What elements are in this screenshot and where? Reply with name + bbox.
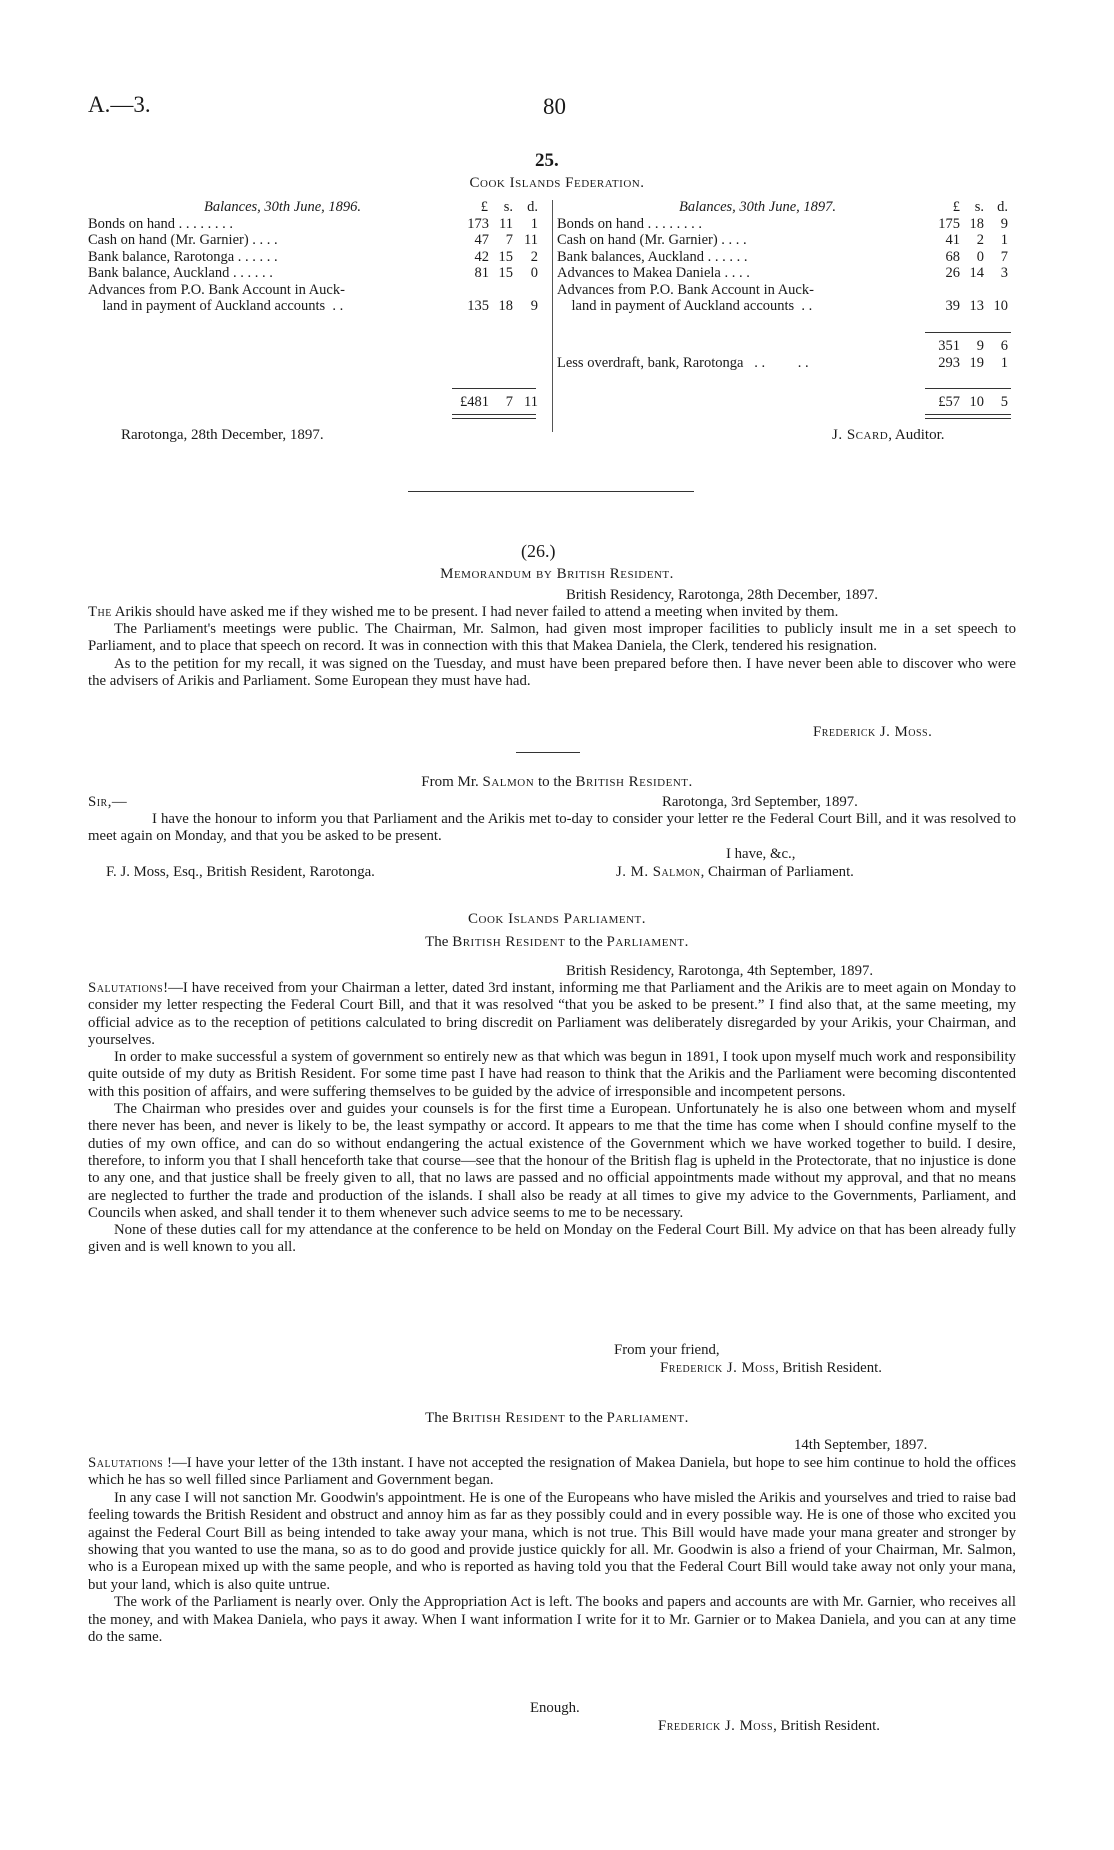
- account-heading: Balances, 30th June, 1897.: [679, 199, 837, 215]
- account-row: Bank balance, Rarotonga . . . . . . 42 15 2: [88, 248, 538, 265]
- balance-account-1896: [88, 199, 546, 315]
- signer: Frederick J. Moss, British Resident.: [658, 1718, 880, 1734]
- section-title: Cook Islands Federation.: [469, 175, 645, 191]
- paragraph: The Arikis should have asked me if they wished me to be present. I had never failed to attend a meeting when invited by them.: [88, 604, 839, 620]
- col-pounds: £: [480, 199, 488, 215]
- place-date: Rarotonga, 28th December, 1897.: [121, 427, 324, 443]
- account-row: Bank balance, Auckland . . . . . . 81 15 0: [88, 265, 538, 281]
- letter-title: The British Resident to the Parliament.: [425, 934, 689, 950]
- paragraph: In any case I will not sanction Mr. Goodwin's appointment. He is one of the Europeans who have misled the Arikis and yourselves and tried to raise bad feeling towards the British Resident and obstruct and annoy him as far as they possibly could and in every possible way. He is one of those who excited you against the Federal Court Bill as being intended to take away your mana, which is not true. This Bill would have made your mana greater and stronger by showing that you wanted to use the mana, so as to do good and provide justice quickly for all. Mr. Goodwin is also a friend of your Chairman, Mr. Salmon, who is a European mixed up with the same people, and who is reported as having told you that the Federal Court Bill would take away not only your mana, but your land, which is also quite untrue.: [88, 1489, 1016, 1593]
- divider: [516, 752, 580, 753]
- total-double-rule: [452, 414, 536, 419]
- letter-body: [88, 980, 1016, 1257]
- col-shillings: s.: [503, 199, 513, 215]
- page-number: 80: [543, 94, 566, 119]
- paragraph: Salutations !—I have your letter of the 13th instant. I have not accepted the resignation of Makea Daniela, but hope to see him continue to hold the offices which he has so well filled since Parliament and Government began.: [88, 1455, 1016, 1489]
- paragraph: As to the petition for my recall, it was signed on the Tuesday, and must have been prepared before then. I have never been able to discover who were the advisers of Arikis and Parliament. Some European they must have had.: [88, 655, 1016, 689]
- letter-body: [88, 811, 1016, 845]
- paragraph: In order to make successful a system of government so entirely new as that which was begun in 1891, I took upon myself much work and responsibility quite outside of my duty as British Resident. For some time past I have had reason to think that the Arikis and the Parliament were becoming discontented with this position of affairs, and were suffering themselves to be guided by the advice of irresponsible and incompetent persons.: [88, 1049, 1016, 1100]
- total-double-rule: [925, 414, 1011, 419]
- letter-title: From Mr. Salmon to the British Resident.: [421, 774, 693, 790]
- document-reference: A.—3.: [88, 92, 151, 117]
- paragraph: The Chairman who presides over and guides your counsels is for the first time a European. Unfortunately he is also one between whom and myself there never has been, and never is likely to be, the least sympathy or accord. It appears to me that the time has come when I should confine myself to the duties of my own office, and can do so without endangering the actual existence of the Government which we have worked together to build. I desire, therefore, to inform you that I shall henceforth take that course—see that the honour of the British flag is upheld in the Protectorate, that no injustice is done to any one, and that justice shall be freely given to all, that no laws are passed and no official appointments made without my approval, and that no means are neglected to further the trade and production of the islands. I shall also be ready at all times to give my advice to the Governments, Parliament, and Councils when asked, and shall tender it to them whenever such advice seems to me to be necessary.: [88, 1101, 1016, 1221]
- dateline: 14th September, 1897.: [794, 1437, 928, 1453]
- dateline: British Residency, Rarotonga, 4th September, 1897.: [566, 963, 874, 979]
- closing: From your friend,: [614, 1342, 720, 1358]
- account-row: Bank balances, Auckland . . . . . . 68 0 7: [557, 248, 1008, 265]
- paragraph: The work of the Parliament is nearly over. Only the Appropriation Act is left. The books and papers and accounts are with Mr. Garnier, who receives all the money, and with Makea Daniela, who pays it away. When I want information I write for it to Mr. Garnier or to Makea Daniela, and you can at any time do the same.: [88, 1594, 1016, 1646]
- dateline: Rarotonga, 3rd September, 1897.: [662, 794, 858, 810]
- balance-account-1897: [557, 199, 1019, 315]
- account-total: £57 10 5: [938, 394, 1008, 410]
- closing: I have, &c.,: [726, 846, 796, 862]
- memorandum-body: [88, 604, 1016, 690]
- col-shillings: s.: [974, 199, 984, 215]
- paragraph: I have the honour to inform you that Parliament and the Arikis met to-day to consider your letter re the Federal Court Bill, and it was resolved to meet again on Monday, and that you be asked to be present.: [88, 811, 1016, 845]
- salutation: Sir,—: [88, 794, 128, 810]
- letter-title: The British Resident to the Parliament.: [425, 1410, 689, 1426]
- account-row: land in payment of Auckland accounts . . 135 18 9: [88, 298, 538, 314]
- account-total: £481 7 11: [460, 394, 538, 410]
- account-subtotal: 351 9 6 Less overdraft, bank, Rarotonga . . . . 293 19 1: [557, 338, 1019, 371]
- account-row: land in payment of Auckland accounts . . 39 13 10: [557, 298, 1008, 314]
- closing: Enough.: [530, 1700, 580, 1716]
- account-row: Bonds on hand . . . . . . . . 173 11 1: [88, 215, 538, 232]
- column-divider: [552, 200, 553, 432]
- paragraph: Salutations!—I have received from your Chairman a letter, dated 3rd instant, informing me that Parliament and the Arikis are to meet again on Monday to consider my letter respecting the Federal Court Bill, and that it was resolved “that you be asked to be present.” I find also that, at the same meeting, my official advice as to the reception of petitions calculated to bring discredit on Parliament was deliberately disregarded by your Arikis, your Chairman, and yourselves.: [88, 980, 1016, 1048]
- account-row: Advances from P.O. Bank Account in Auck-: [557, 281, 814, 298]
- section-number: (26.): [521, 541, 556, 561]
- paragraph: The Parliament's meetings were public. The Chairman, Mr. Salmon, had given most improper facilities to publicly insult me in a set speech to Parliament, and to place that speech on record. It was in connection with this that Makea Daniela, the Clerk, tendered his resignation.: [88, 621, 1016, 655]
- sum-rule: [925, 332, 1011, 333]
- paragraph: None of these duties call for my attendance at the conference to be held on Monday on the Federal Court Bill. My advice on that has been already fully given and is well known to you all.: [88, 1222, 1016, 1256]
- col-pounds: £: [952, 199, 960, 215]
- account-row: Cash on hand (Mr. Garnier) . . . . 47 7 11: [88, 232, 538, 248]
- signer: J. M. Salmon, Chairman of Parliament.: [616, 864, 854, 880]
- letter-body: [88, 1455, 1016, 1646]
- col-pence: d.: [997, 199, 1008, 215]
- col-pence: d.: [527, 199, 538, 215]
- sum-rule: [925, 388, 1011, 389]
- auditor-signature: J. Scard, Auditor.: [832, 427, 945, 443]
- section-title: Memorandum by British Resident.: [440, 566, 674, 582]
- account-heading: Balances, 30th June, 1896.: [204, 199, 362, 215]
- addressee: F. J. Moss, Esq., British Resident, Rarotonga.: [106, 864, 375, 880]
- account-row: Bonds on hand . . . . . . . . 175 18 9: [557, 215, 1008, 232]
- dateline: British Residency, Rarotonga, 28th December, 1897.: [566, 587, 878, 603]
- letter-heading: Cook Islands Parliament.: [468, 911, 646, 927]
- signer: Frederick J. Moss, British Resident.: [660, 1360, 882, 1376]
- account-row: Advances to Makea Daniela . . . . 26 14 3: [557, 265, 1008, 281]
- account-row: Cash on hand (Mr. Garnier) . . . . 41 2 1: [557, 232, 1008, 248]
- section-divider: [408, 491, 694, 492]
- signature: Frederick J. Moss.: [813, 724, 933, 740]
- account-row: Less overdraft, bank, Rarotonga . . . . 293 19 1: [557, 354, 1008, 371]
- sum-rule: [452, 388, 536, 389]
- account-row: Advances from P.O. Bank Account in Auck-: [88, 281, 345, 298]
- section-number: 25.: [535, 150, 559, 171]
